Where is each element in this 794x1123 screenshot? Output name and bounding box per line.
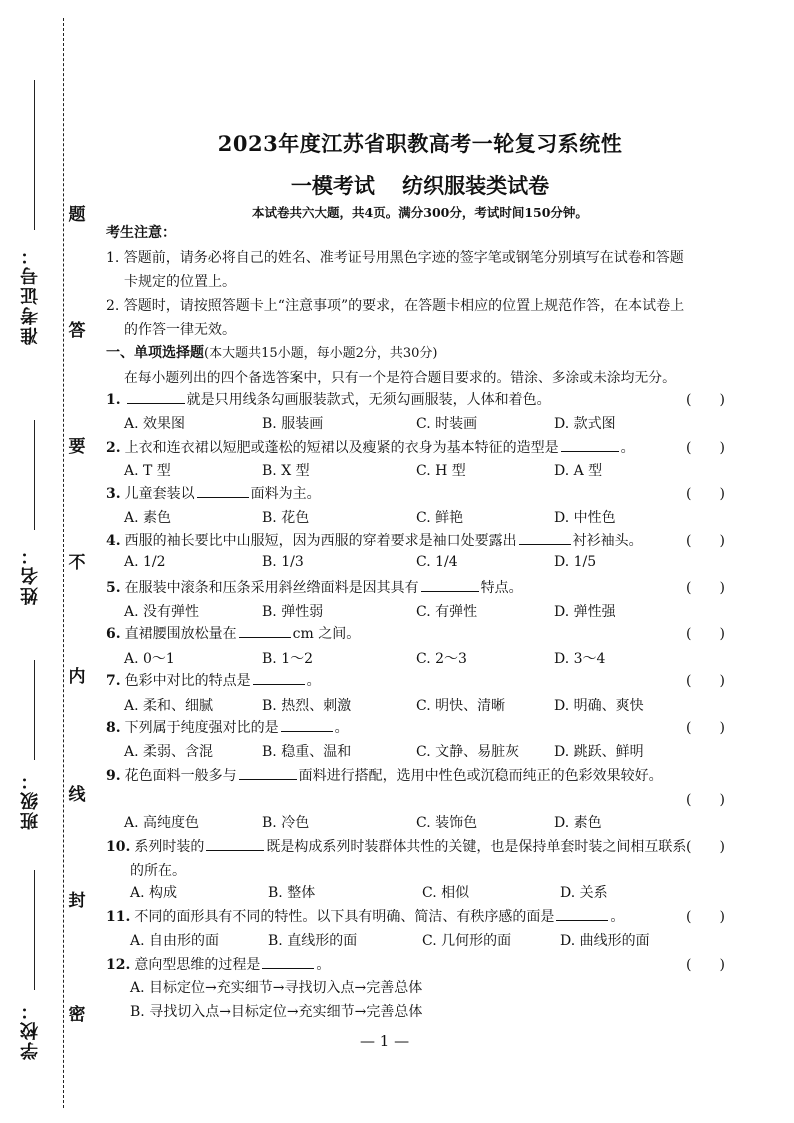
answer-paren[interactable]: ( ): [686, 486, 725, 502]
answer-option: A. 素色: [124, 510, 172, 526]
question-number: 12.: [106, 957, 131, 973]
seal-char: 题: [66, 200, 88, 225]
question-text-post: 。: [306, 673, 321, 689]
notice-item: 2. 答题时，请按照答题卡上“注意事项”的要求，在答题卡相应的位置上规范作答，在本试卷上: [106, 298, 685, 314]
exam-subject-title: [100, 170, 740, 200]
answer-blank: [262, 956, 314, 969]
answer-option: D. 素色: [554, 815, 602, 831]
answer-option: B. 直线形的面: [268, 933, 358, 949]
section-title: 一、单项选择题: [106, 345, 204, 361]
question-stem: [106, 623, 360, 643]
question-number: 2.: [106, 440, 121, 456]
question-text-pre: 在服装中滚条和压条采用斜丝绺面料是因其具有: [124, 580, 419, 596]
question-text-post: 。: [334, 720, 349, 736]
answer-option: C. 几何形的面: [422, 933, 512, 949]
question-number: 8.: [106, 720, 121, 736]
question-number: 5.: [106, 580, 121, 596]
answer-option: A. 0～1: [124, 651, 175, 667]
answer-blank: [561, 439, 619, 452]
question-text-pre: 下列属于纯度强对比的是: [124, 720, 279, 736]
section-note: (本大题共15小题，每小题2分，共30分): [204, 346, 438, 361]
question-text-post: 就是只用线条勾画服装款式，无须勾画服装，人体和着色。: [186, 392, 551, 408]
question-text-post: 衬衫袖头。: [572, 533, 643, 549]
answer-option: C. 有弹性: [416, 604, 478, 620]
answer-paren[interactable]: ( ): [686, 392, 725, 408]
question-number: 10.: [106, 839, 131, 855]
answer-blank: [556, 908, 608, 921]
answer-blank: [253, 672, 305, 685]
answer-option: C. 文静、易脏灰: [416, 744, 520, 760]
answer-paren[interactable]: ( ): [686, 626, 725, 642]
question-text-post: 既是构成系列时装群体共性的关键，也是保持单套时装之间相互联系: [266, 839, 687, 855]
answer-option: A. 柔弱、含混: [124, 744, 214, 760]
answer-option: B. X 型: [262, 463, 310, 479]
answer-option: A. 没有弹性: [124, 604, 200, 620]
seal-char: 答: [66, 316, 88, 341]
answer-option: D. 1/5: [554, 554, 597, 570]
answer-paren[interactable]: ( ): [686, 673, 725, 689]
answer-blank: [127, 391, 185, 404]
answer-option: A. 效果图: [124, 416, 186, 432]
answer-blank: [519, 532, 571, 545]
answer-option: B. 花色: [262, 510, 310, 526]
question-text-pre: 意向型思维的过程是: [134, 957, 261, 973]
question-stem: [106, 437, 635, 457]
answer-option: C. 1/4: [416, 554, 458, 570]
question-text-pre: 花色面料一般多与: [124, 768, 237, 784]
field-underline: [34, 80, 35, 230]
notice-item: 1. 答题前，请务必将自己的姓名、准考证号用黑色字迹的签字笔或钢笔分别填写在试卷和答题: [106, 250, 684, 266]
seal-char: 不: [66, 548, 88, 573]
answer-option: D. 中性色: [554, 510, 616, 526]
seal-char: 要: [66, 432, 88, 457]
exam-info: 本试卷共六大题，共4页。满分300分，考试时间150分钟。: [252, 205, 588, 220]
field-underline: [34, 870, 35, 990]
answer-blank: [421, 579, 479, 592]
question-stem: [106, 906, 624, 926]
school-label: 学校：: [20, 1000, 41, 1060]
answer-option: C. 相似: [422, 885, 470, 901]
question-stem: [106, 717, 349, 737]
question-number: 9.: [106, 768, 121, 784]
exam-title: 2023年度江苏省职教高考一轮复习系统性: [217, 131, 623, 156]
answer-option: A. 高纯度色: [124, 815, 200, 831]
question-text-pre: 西服的袖长要比中山服短，因为西服的穿着要求是袖口处要露出: [124, 533, 517, 549]
question-number: 1.: [106, 392, 121, 408]
answer-option: D. 曲线形的面: [560, 933, 650, 949]
question-stem: [106, 483, 321, 503]
seal-dashed-line: [63, 18, 64, 1108]
answer-paren[interactable]: ( ): [686, 792, 725, 808]
answer-option: B. 整体: [268, 885, 316, 901]
answer-paren[interactable]: ( ): [686, 957, 725, 973]
answer-option: D. 明确、爽快: [554, 698, 644, 714]
answer-blank: [239, 625, 291, 638]
answer-option: C. 明快、清晰: [416, 698, 506, 714]
notice-heading: 考生注意：: [106, 225, 176, 241]
answer-paren[interactable]: ( ): [686, 533, 725, 549]
question-number: 7.: [106, 673, 121, 689]
answer-option: A. 构成: [130, 885, 178, 901]
answer-option: B. 服装画: [262, 416, 324, 432]
question-text-pre: 系列时装的: [134, 839, 205, 855]
answer-option: A. T 型: [124, 463, 171, 479]
question-stem: [106, 765, 663, 785]
field-underline: [34, 660, 35, 760]
question-number: 6.: [106, 626, 121, 642]
answer-option: C. H 型: [416, 463, 466, 479]
seal-char: 密: [66, 1000, 88, 1025]
question-number: 11.: [106, 909, 131, 925]
answer-option: D. 款式图: [554, 416, 616, 432]
answer-option: D. 3～4: [554, 651, 606, 667]
answer-option: B. 稳重、温和: [262, 744, 352, 760]
answer-option: B. 1/3: [262, 554, 304, 570]
question-number: 4.: [106, 533, 121, 549]
section-instruction: 在每小题列出的四个备选答案中，只有一个是符合题目要求的。错涂、多涂或未涂均无分。: [124, 370, 676, 386]
exam-number-label: 准考证号：: [20, 245, 41, 345]
answer-paren[interactable]: ( ): [686, 909, 725, 925]
class-label: 班级：: [20, 770, 41, 830]
question-text-pre: 儿童套装以: [124, 486, 195, 502]
answer-option: B. 热烈、刺激: [262, 698, 352, 714]
question-stem: [106, 577, 523, 597]
question-text-post: 。: [610, 909, 625, 925]
question-text-pre: 直裙腰围放松量在: [124, 626, 237, 642]
question-number: 3.: [106, 486, 121, 502]
question-stem: [106, 670, 321, 690]
notice-item: 卡规定的位置上。: [124, 274, 236, 290]
answer-paren[interactable]: ( ): [686, 580, 725, 596]
answer-option: C. 2～3: [416, 651, 467, 667]
seal-char: 封: [66, 886, 88, 911]
answer-paren[interactable]: ( ): [686, 440, 725, 456]
exam-title-part: 一模考试: [290, 173, 375, 198]
question-text-post: 。: [620, 440, 635, 456]
answer-option: C. 装饰色: [416, 815, 478, 831]
answer-option: B. 1～2: [262, 651, 314, 667]
answer-option: C. 时装画: [416, 416, 478, 432]
answer-option: B. 寻找切入点→目标定位→充实细节→完善总体: [130, 1004, 423, 1020]
answer-option: D. 关系: [560, 885, 608, 901]
question-text-post: 面料进行搭配，选用中性色或沉稳而纯正的色彩效果较好。: [298, 768, 663, 784]
question-stem-cont: 的所在。: [130, 863, 186, 879]
answer-option: B. 弹性弱: [262, 604, 324, 620]
answer-blank: [239, 767, 297, 780]
notice-item: 的作答一律无效。: [124, 322, 236, 338]
answer-blank: [197, 485, 249, 498]
question-text-pre: 上衣和连衣裙以短肥或蓬松的短裙以及瘦紧的衣身为基本特征的造型是: [124, 440, 559, 456]
answer-option: A. 1/2: [124, 554, 166, 570]
name-label: 姓名：: [20, 545, 41, 605]
question-text-pre: 不同的面形具有不同的特性。以下具有明确、简洁、有秩序感的面是: [134, 909, 555, 925]
answer-blank: [206, 838, 264, 851]
exam-title-part: 纺织服装类试卷: [402, 173, 550, 198]
seal-char: 内: [66, 662, 88, 687]
answer-paren[interactable]: ( ): [686, 720, 725, 736]
question-text-post: cm 之间。: [292, 626, 361, 642]
page-number: — 1 —: [360, 1032, 410, 1050]
question-stem: [106, 389, 551, 409]
answer-paren[interactable]: ( ): [686, 839, 725, 855]
answer-option: D. A 型: [554, 463, 603, 479]
answer-option: A. 柔和、细腻: [124, 698, 214, 714]
answer-option: C. 鲜艳: [416, 510, 464, 526]
section-heading: [106, 342, 438, 362]
question-text-post: 。: [316, 957, 331, 973]
answer-option: A. 自由形的面: [130, 933, 220, 949]
question-text-post: 特点。: [480, 580, 523, 596]
answer-option: A. 目标定位→充实细节→寻找切入点→完善总体: [130, 980, 423, 996]
seal-char: 线: [66, 780, 88, 805]
question-text-post: 面料为主。: [250, 486, 321, 502]
question-stem: [106, 530, 643, 550]
question-text-pre: 色彩中对比的特点是: [124, 673, 251, 689]
answer-option: D. 跳跃、鲜明: [554, 744, 644, 760]
answer-option: B. 冷色: [262, 815, 310, 831]
answer-blank: [281, 719, 333, 732]
question-stem: [106, 836, 686, 856]
field-underline: [34, 420, 35, 530]
answer-option: D. 弹性强: [554, 604, 616, 620]
question-stem: [106, 954, 330, 974]
